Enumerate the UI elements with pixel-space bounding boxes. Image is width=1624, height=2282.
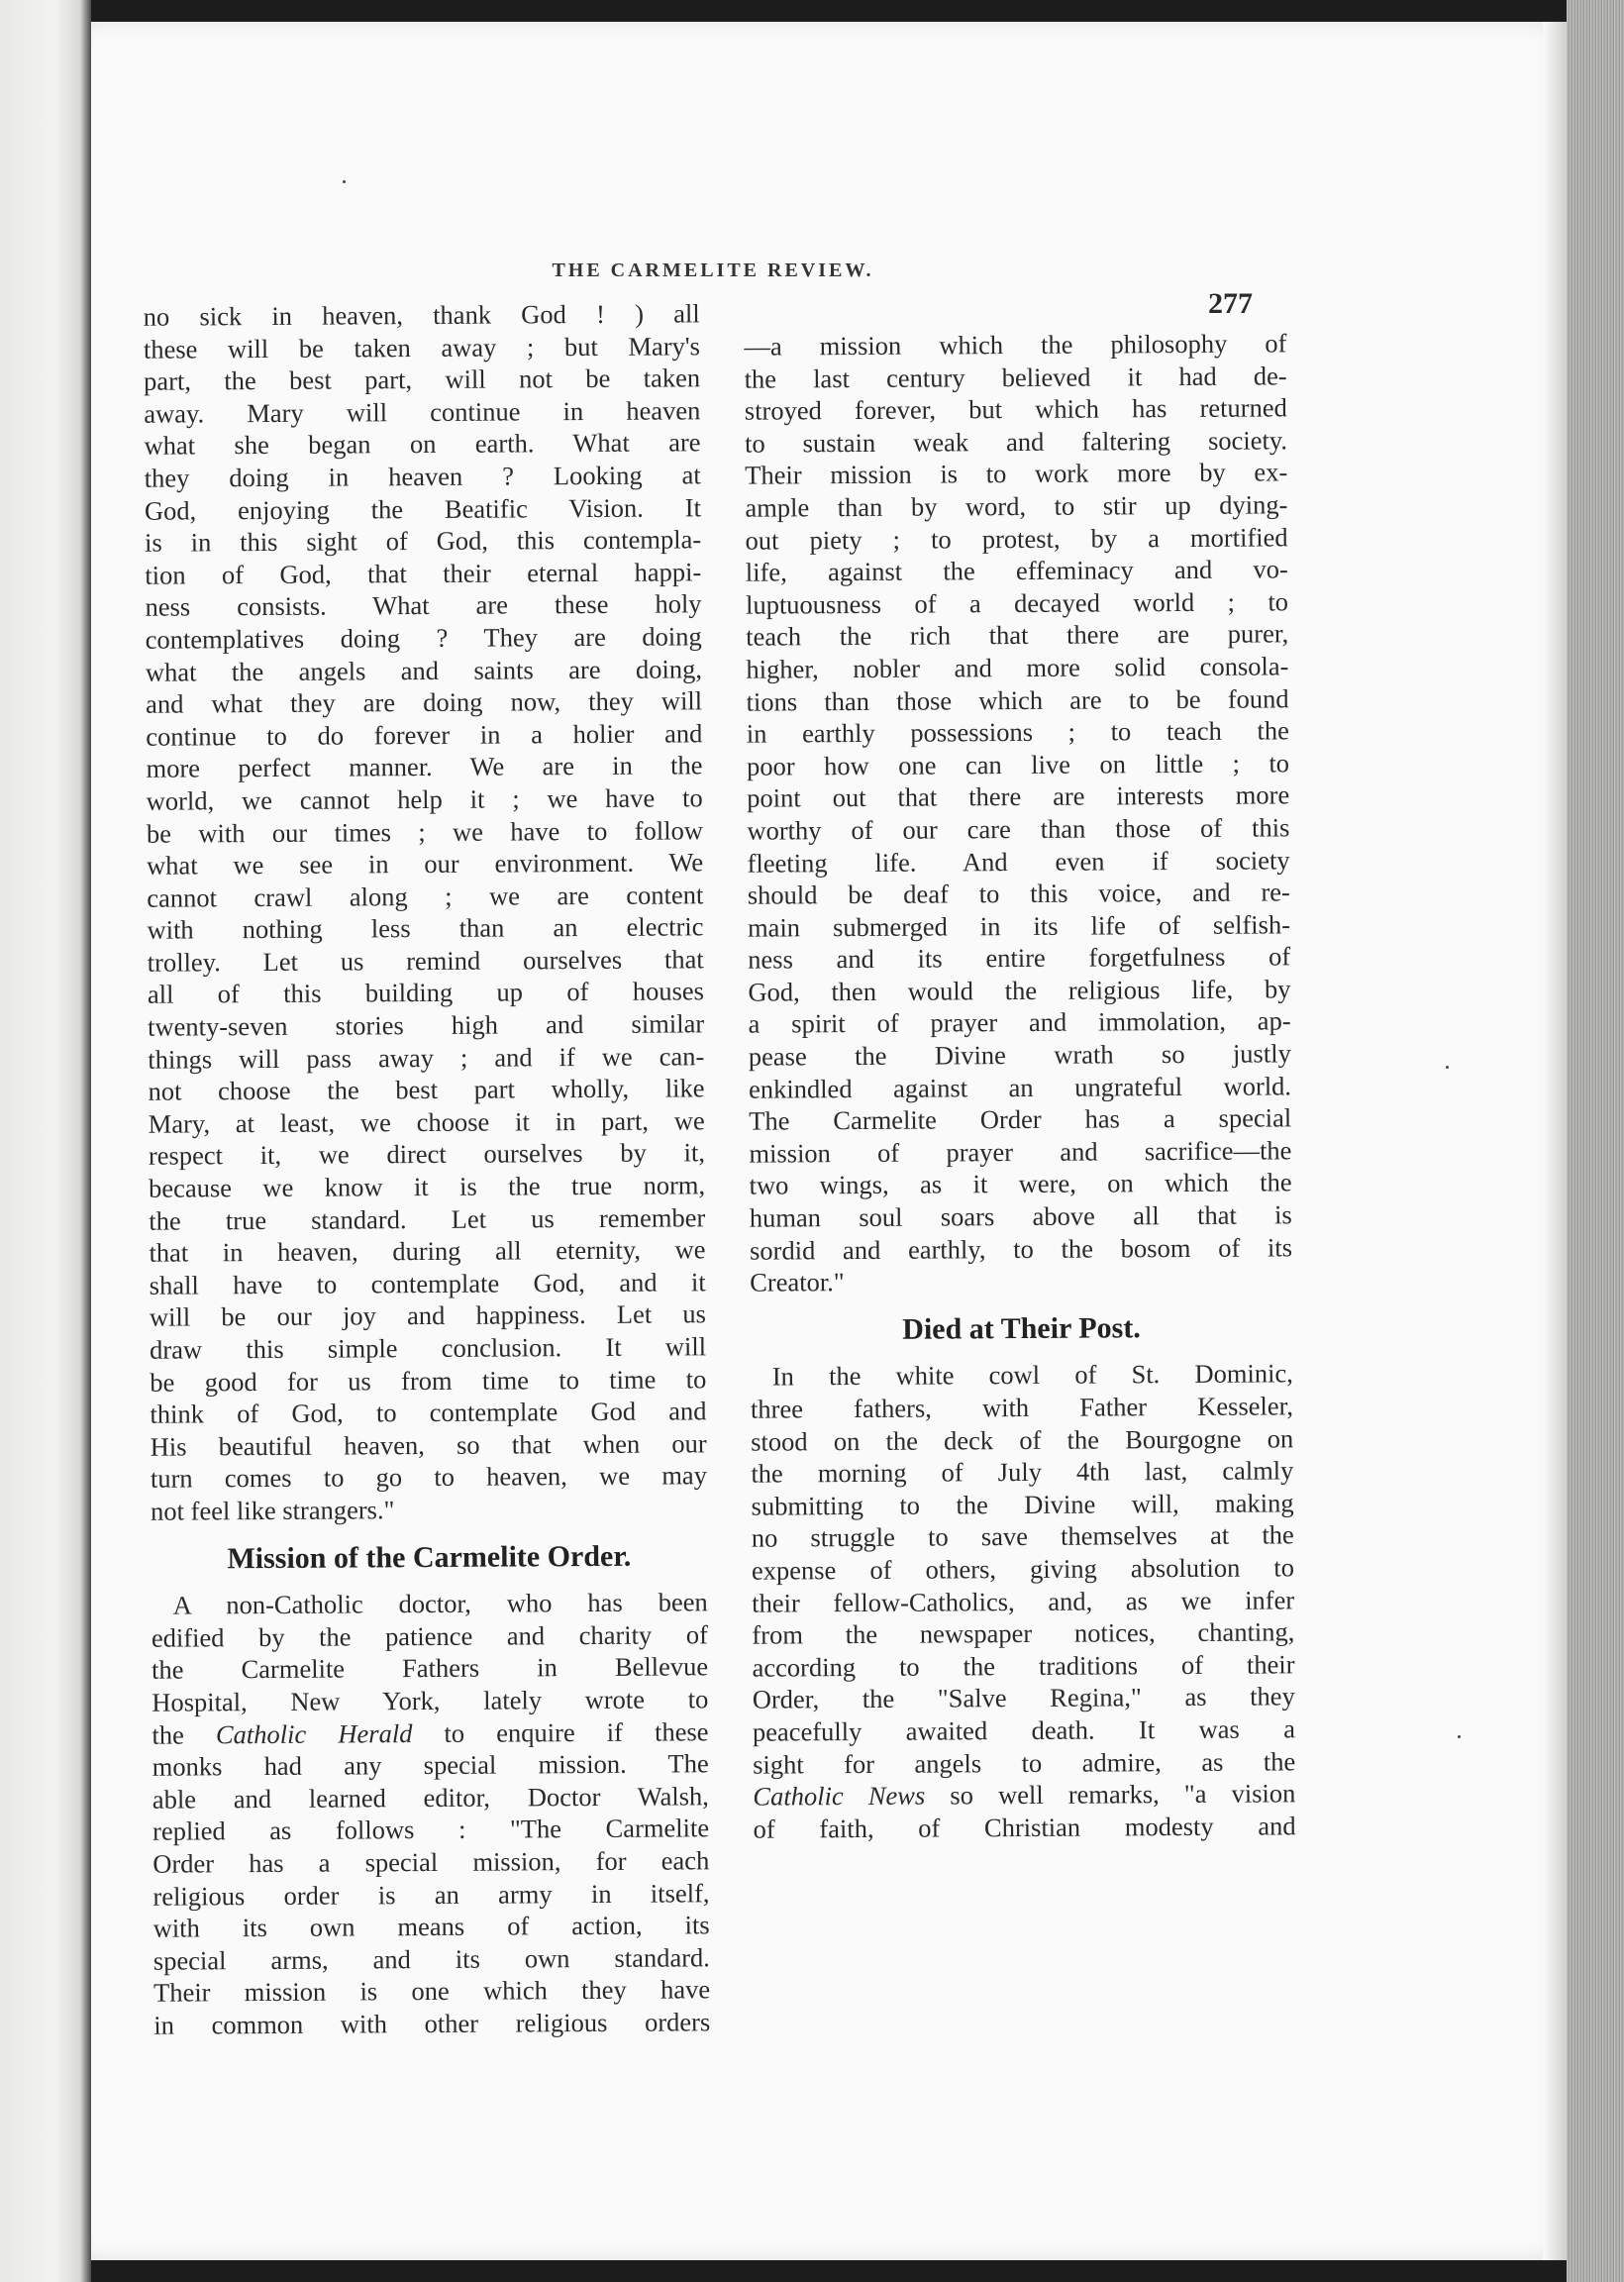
- text-line: edified by the patience and charity of: [151, 1619, 708, 1653]
- text-line: according to the traditions of their: [752, 1649, 1295, 1683]
- text-line: out piety ; to protest, by a mortified: [745, 521, 1288, 556]
- text-line: what the angels and saints are doing,: [145, 653, 703, 687]
- text-line: their fellow-Catholics, and, as we infer: [752, 1584, 1295, 1618]
- text-line: mission of prayer and sacrifice—the: [749, 1135, 1292, 1169]
- running-head: THE CARMELITE REVIEW.: [552, 259, 874, 281]
- text-line: three fathers, with Father Kesseler,: [750, 1391, 1294, 1424]
- text-line: draw this simple conclusion. It will: [150, 1331, 707, 1365]
- text-line: Their mission is to work more by ex-: [745, 457, 1288, 491]
- text-line: because we know it is the true norm,: [149, 1170, 706, 1203]
- text-line: main submerged in its life of selfish-: [747, 909, 1291, 943]
- text-line: ness and its entire forgetfulness of: [748, 941, 1291, 975]
- text-line: ample than by word, to stir up dying-: [745, 489, 1288, 523]
- text-line: not choose the best part wholly, like: [148, 1073, 705, 1106]
- text-line: a spirit of prayer and immolation, ap-: [748, 1005, 1291, 1040]
- text-line: the Carmelite Fathers in Bellevue: [151, 1651, 709, 1686]
- paper-speck: [1446, 1066, 1449, 1069]
- right-column: [744, 327, 1295, 1845]
- text-line: the last century believed it had de-: [744, 360, 1287, 394]
- text-line: all of this building up of houses: [147, 976, 704, 1010]
- text-line: two wings, as it were, on which the: [749, 1167, 1292, 1201]
- text-line: Order, the "Salve Regina," as they: [752, 1681, 1295, 1715]
- text-line: tions than those which are to be found: [746, 682, 1289, 717]
- text-line: tion of God, that their eternal happi-: [145, 557, 702, 590]
- text-line: be with our times ; we have to follow: [146, 814, 704, 849]
- text-line: A non-Catholic doctor, who has been: [172, 1587, 708, 1620]
- text-line: the morning of July 4th last, calmly: [751, 1455, 1294, 1489]
- text-line: expense of others, giving absolution to: [751, 1552, 1295, 1586]
- mission-paragraph: [152, 1586, 711, 2041]
- text-line: God, then would the religious life, by: [748, 974, 1291, 1007]
- text-line: things will pass away ; and if we can-: [148, 1040, 705, 1075]
- text-line: Their mission is one which they have: [152, 1974, 711, 2008]
- text-line: think of God, to contemplate God and: [150, 1396, 707, 1429]
- text-line: what she began on earth. What are: [144, 427, 701, 462]
- text-line: point out that there are interests more: [747, 779, 1290, 813]
- page-curl-shadow: [1543, 22, 1567, 2260]
- publication-title-catholic-herald: Catholic Herald: [215, 1717, 413, 1749]
- text-line: pease the Divine wrath so justly: [748, 1038, 1291, 1072]
- text-line: Creator.": [750, 1267, 845, 1297]
- text-line: teach the rich that there are purer,: [746, 618, 1289, 653]
- text-line: poor how one can live on little ; to: [746, 748, 1290, 781]
- text-line: The Carmelite Order has a special: [749, 1102, 1292, 1136]
- mission-quote-continuation: [744, 327, 1292, 1298]
- section-heading-mission: Mission of the Carmelite Order.: [227, 1539, 632, 1575]
- text-line: able and learned editor, Doctor Walsh,: [152, 1780, 709, 1815]
- died-at-post-paragraph: [751, 1358, 1296, 1845]
- text-line: these will be taken away ; but Mary's: [143, 330, 701, 364]
- text-line: respect it, we direct ourselves by it,: [148, 1137, 705, 1172]
- text-line: contemplatives doing ? They are doing: [145, 621, 702, 655]
- text-line: God, enjoying the Beatific Vision. It: [144, 491, 702, 526]
- section-heading-died-at-post: Died at Their Post.: [902, 1311, 1141, 1346]
- text-line: with nothing less than an electric: [147, 911, 704, 946]
- text-line: part, the best part, will not be taken: [144, 363, 701, 396]
- paragraph-body: [751, 1358, 1296, 1781]
- text-fragment: to enquire if these: [412, 1715, 709, 1748]
- text-line: should be deaf to this voice, and re-: [747, 877, 1290, 910]
- text-line: the true standard. Let us remember: [149, 1201, 706, 1236]
- text-line: stroyed forever, but which has returned: [744, 392, 1287, 426]
- text-line: In the white cowl of St. Dominic,: [771, 1358, 1293, 1392]
- mission-paragraph-rest: [152, 1747, 711, 2041]
- text-line: cannot crawl along ; we are content: [147, 879, 704, 913]
- left-column: [144, 297, 711, 2041]
- text-line: to sustain weak and faltering society.: [744, 425, 1288, 459]
- text-line: Mary, at least, we choose it in part, we: [148, 1105, 705, 1139]
- text-line: ness consists. What are these holy: [145, 588, 702, 623]
- text-line: turn comes to go to heaven, we may: [150, 1460, 707, 1495]
- text-line: fleeting life. And even if society: [747, 844, 1290, 879]
- text-line: religious order is an army in itself,: [152, 1877, 710, 1912]
- text-line: replied as follows : "The Carmelite: [152, 1813, 710, 1847]
- text-line: life, against the effeminacy and vo-: [745, 554, 1288, 587]
- text-line: shall have to contemplate God, and it: [149, 1267, 706, 1300]
- text-line: of faith, of Christian modesty and: [753, 1811, 1296, 1844]
- text-line: what we see in our environment. We: [147, 847, 704, 881]
- text-line: will be our joy and happiness. Let us: [149, 1298, 706, 1333]
- text-line: twenty-seven stories high and similar: [148, 1008, 705, 1042]
- paper-speck: [343, 180, 346, 183]
- text-line: monks had any special mission. The: [152, 1748, 709, 1782]
- text-line: not feel like strangers.": [151, 1495, 395, 1526]
- text-line: worthy of our care than those of this: [747, 812, 1290, 846]
- text-line: in earthly possessions ; to teach the: [746, 715, 1289, 749]
- text-line: submitting to the Divine will, making: [751, 1488, 1294, 1521]
- text-line: that in heaven, during all eternity, we: [149, 1234, 706, 1268]
- text-line: higher, nobler and more solid consola-: [746, 651, 1289, 684]
- left-column-continuation: [144, 297, 708, 1527]
- text-line: they doing in heaven ? Looking at: [144, 460, 701, 493]
- text-line: stood on the deck of the Bourgogne on: [751, 1422, 1294, 1457]
- text-line: is in this sight of God, this contempla-: [145, 524, 702, 558]
- text-line: world, we cannot help it ; we have to: [146, 782, 703, 816]
- paper-speck: [1458, 1735, 1461, 1738]
- text-line: from the newspaper notices, chanting,: [752, 1616, 1295, 1650]
- book-page-edges: [1567, 0, 1624, 2282]
- text-line: away. Mary will continue in heaven: [144, 395, 701, 429]
- publication-title-catholic-news: Catholic News: [753, 1780, 926, 1812]
- book-gutter-left: [0, 0, 91, 2282]
- text-fragment: the: [152, 1718, 217, 1750]
- text-line: sordid and earthly, to the bosom of its: [749, 1231, 1293, 1266]
- text-line: more perfect manner. We are in the: [146, 750, 703, 784]
- text-line: trolley. Let us remind ourselves that: [147, 944, 704, 978]
- text-line: sight for angels to admire, as the: [753, 1745, 1296, 1780]
- text-line: no struggle to save themselves at the: [751, 1519, 1294, 1554]
- text-line: [753, 1777, 1295, 1813]
- text-line: Hospital, New York, lately wrote to: [152, 1684, 709, 1717]
- text-line: Order has a special mission, for each: [152, 1845, 710, 1879]
- text-line: human soul soars above all that is: [749, 1199, 1292, 1233]
- text-line: luptuousness of a decayed world ; to: [745, 586, 1289, 620]
- text-line: with its own means of action, its: [152, 1910, 710, 1943]
- text-line: no sick in heaven, thank God ! ) all: [143, 298, 700, 332]
- text-line: continue to do forever in a holier and: [146, 718, 703, 752]
- page-number: 277: [1208, 287, 1253, 320]
- text-line: —a mission which the philosophy of: [744, 328, 1287, 362]
- text-line: His beautiful heaven, so that when our: [150, 1428, 707, 1462]
- text-line: and what they are doing now, they will: [146, 685, 703, 719]
- text-line: be good for us from time to time to: [150, 1363, 707, 1398]
- text-line: peacefully awaited death. It was a: [752, 1713, 1296, 1747]
- text-fragment: so well remarks, "a vision: [925, 1778, 1296, 1811]
- text-line: enkindled against an ungrateful world.: [748, 1070, 1292, 1104]
- text-line: special arms, and its own standard.: [152, 1941, 710, 1976]
- text-line: [152, 1715, 708, 1751]
- text-line: in common with other religious orders: [153, 2007, 711, 2040]
